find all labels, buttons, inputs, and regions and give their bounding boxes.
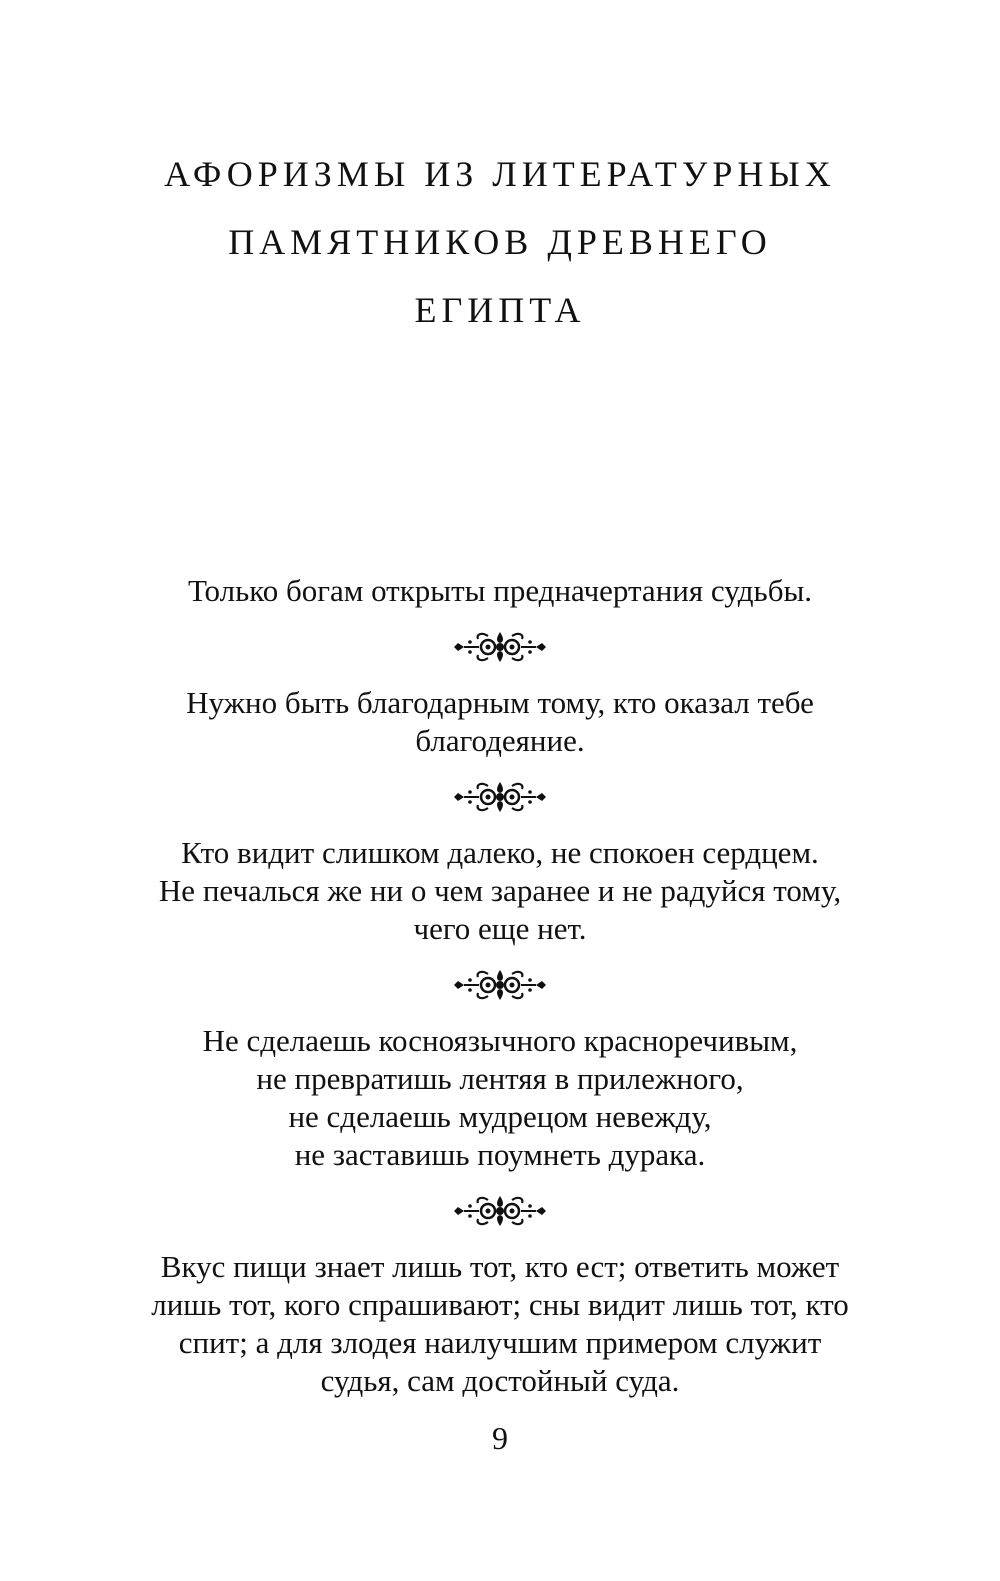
aphorism-line: лишь тот, кого спрашивают; сны видит лишь тот, кто [151,1287,849,1322]
aphorism-line: чего еще нет. [413,911,587,946]
aphorism-line: не заставишь поумнеть дурака. [294,1137,706,1172]
aphorism-line: Не сделаешь косноязычного красноречивым, [202,1023,798,1058]
chapter-title [0,140,1000,344]
aphorism-line: благодеяние. [415,723,585,758]
aphorism-line: судья, сам достойный суда. [320,1363,680,1398]
aphorism-line: Вкус пищи знает лишь тот, кто ест; ответить может [160,1249,840,1284]
aphorism-line: Кто видит слишком далеко, не спокоен сердцем. [181,835,819,870]
aphorism-line: не превратишь лентяя в прилежного, [256,1061,744,1096]
aphorism [60,572,940,610]
aphorism-line: Нужно быть благодарным тому, кто оказал тебе [186,685,814,720]
aphorism [60,1248,940,1400]
aphorism-line: Только богам открыты предначертания судьбы. [187,573,813,608]
aphorism [60,1022,940,1174]
page-number: 9 [492,1420,508,1456]
aphorism-line: спит; а для злодея наилучшим примером служит [178,1325,822,1360]
floral-divider-icon [452,1188,548,1234]
floral-divider-icon [452,774,548,820]
aphorism-list [60,572,940,1400]
title-line: АФОРИЗМЫ ИЗ ЛИТЕРАТУРНЫХ [164,154,836,194]
aphorism [60,834,940,948]
title-line: ПАМЯТНИКОВ ДРЕВНЕГО [228,222,772,262]
title-line: ЕГИПТА [414,290,586,330]
aphorism-line: Не печалься же ни о чем заранее и не радуйся тому, [158,873,842,908]
floral-divider-icon [452,962,548,1008]
floral-divider-icon [452,624,548,670]
aphorism [60,684,940,760]
aphorism-line: не сделаешь мудрецом невежду, [288,1099,712,1134]
